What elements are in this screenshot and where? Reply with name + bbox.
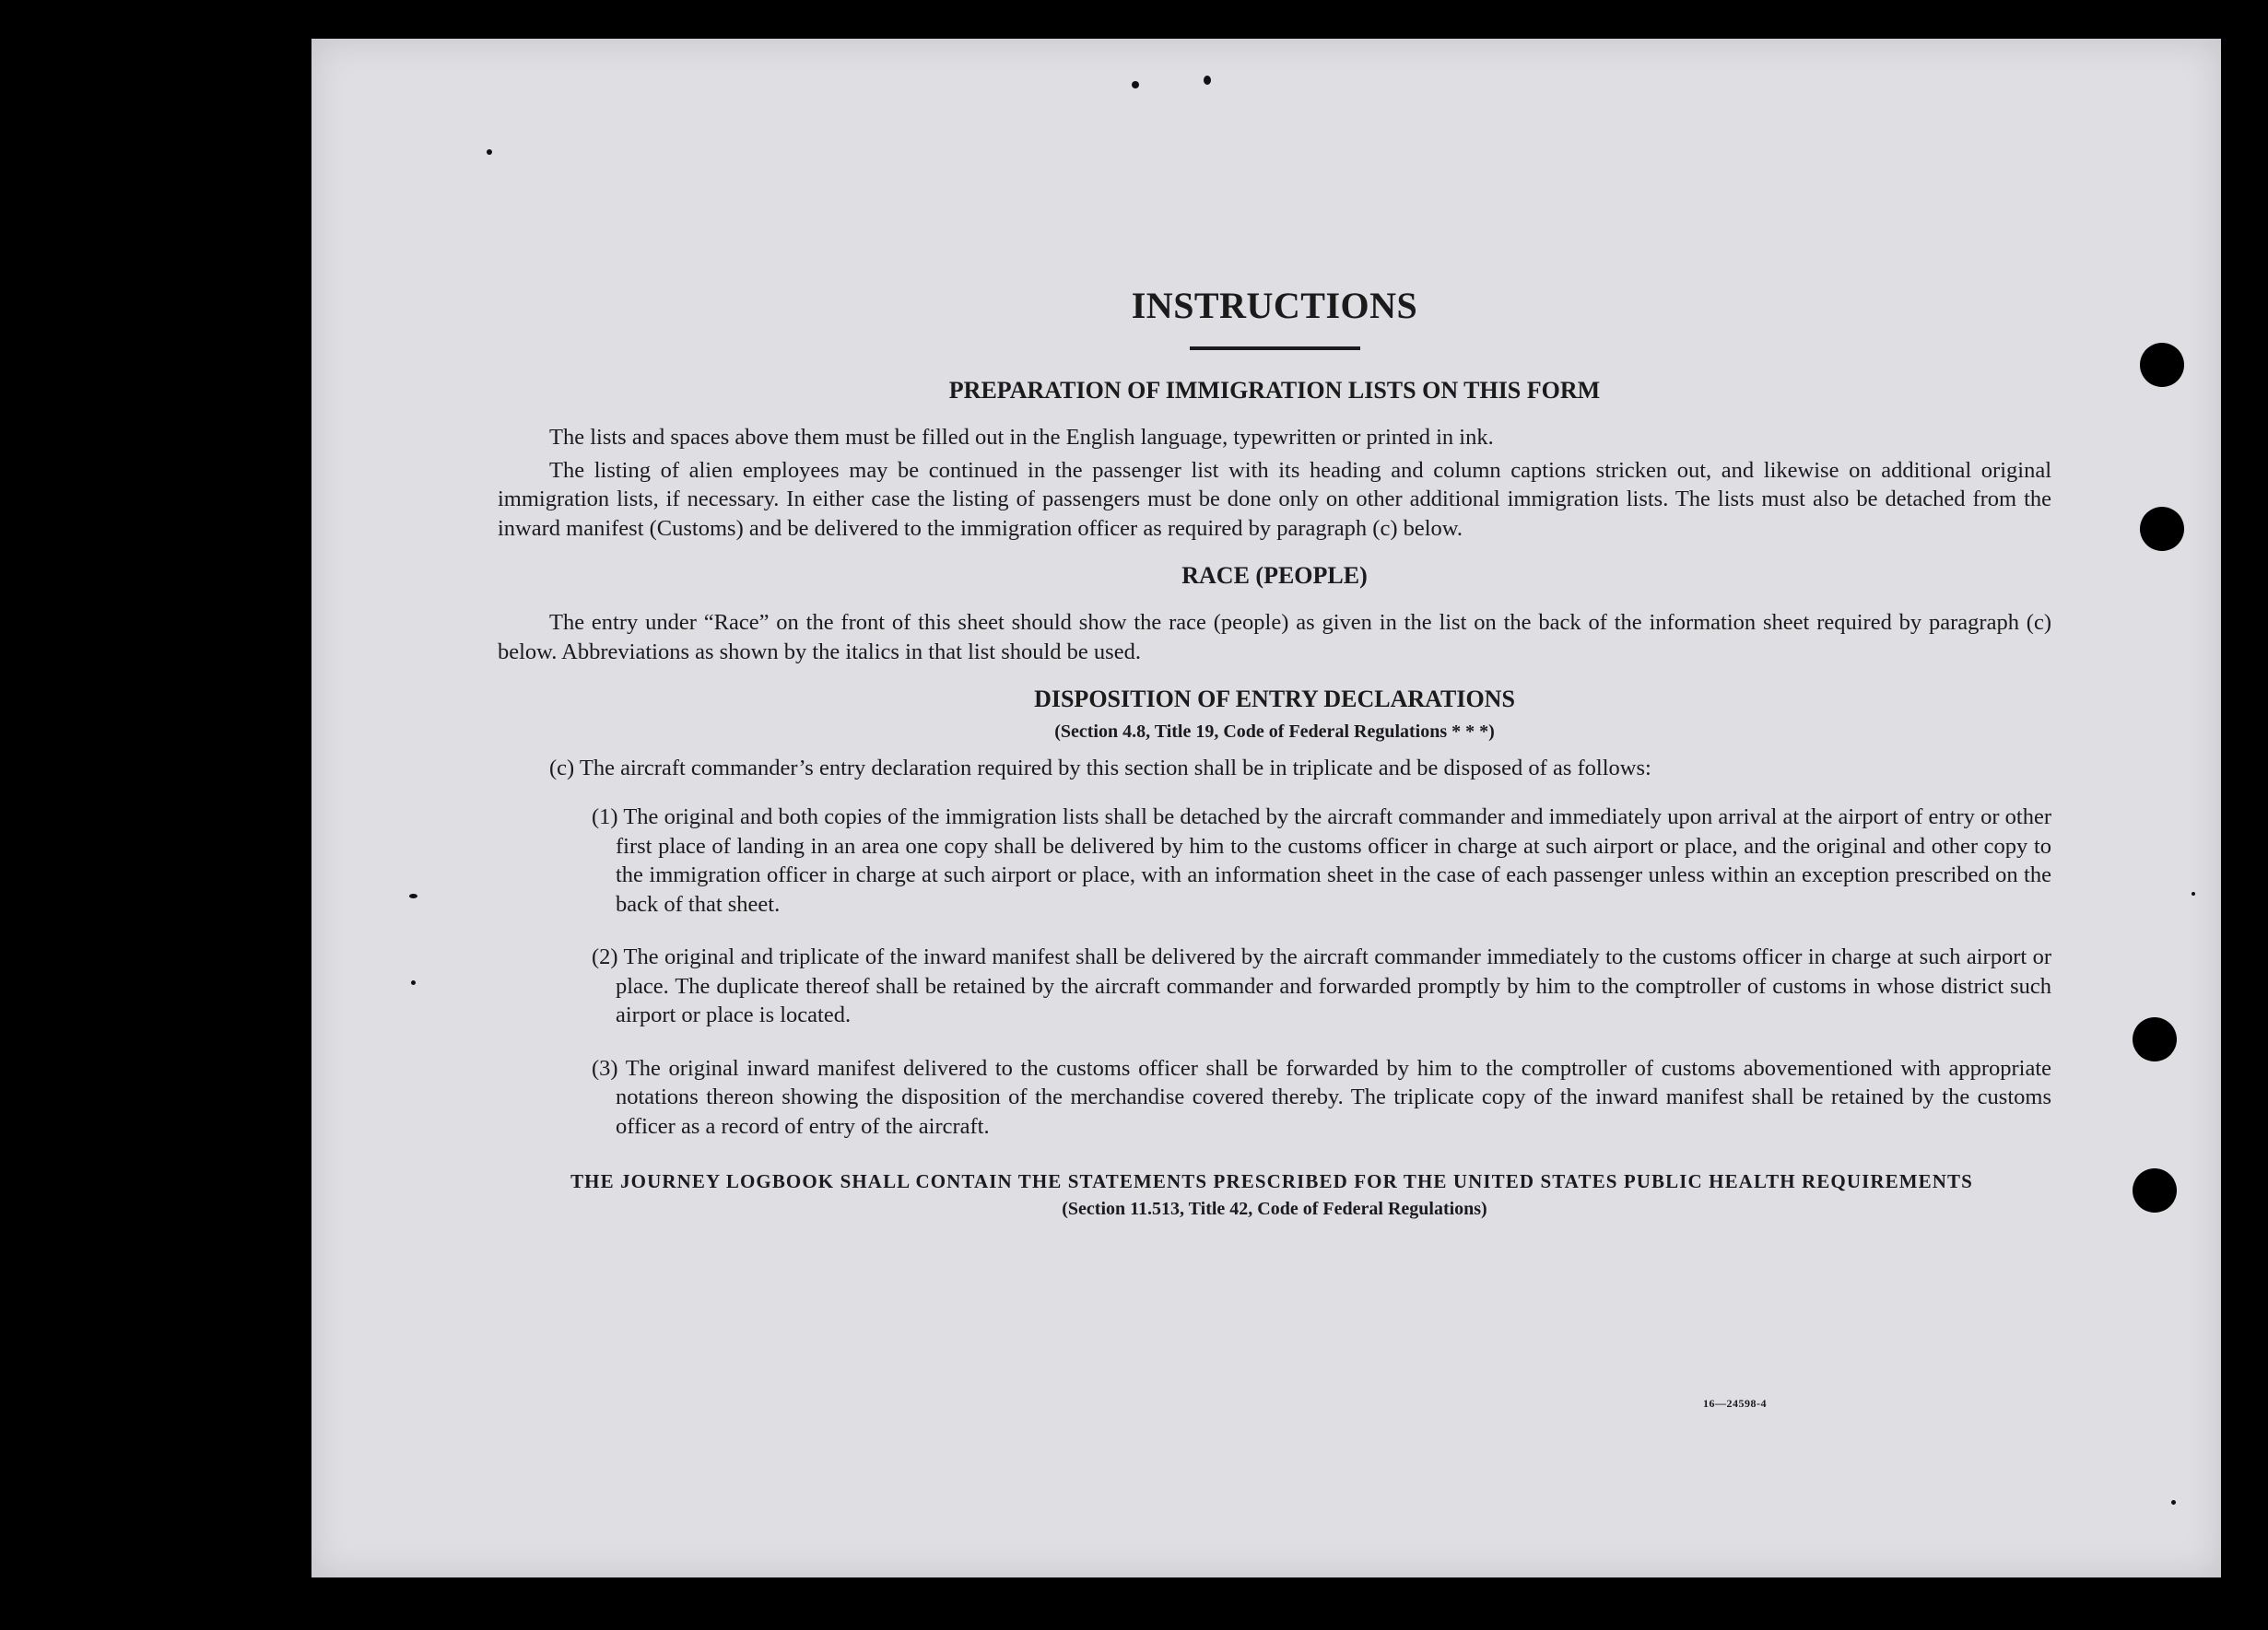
disposition-citation: (Section 4.8, Title 19, Code of Federal Regulations * * *) — [1054, 721, 1495, 742]
scan-speck — [2171, 1500, 2176, 1505]
punch-hole — [2140, 343, 2184, 387]
document-page — [311, 39, 2221, 1577]
page-title: INSTRUCTIONS — [1131, 285, 1418, 326]
race-paragraph: The entry under “Race” on the front of this sheet should show the race (people) as given in the list on the back of the information sheet required by paragraph (c) below. Abbreviations as shown by the italics in that list should be used. — [498, 610, 2051, 664]
list-item-number: (3) — [592, 1055, 618, 1081]
health-requirements-statement: THE JOURNEY LOGBOOK SHALL CONTAIN THE STATEMENTS PRESCRIBED FOR THE UNITED STATES PUBLIC HEALTH REQUIREMENTS — [570, 1170, 1973, 1193]
health-requirements-citation: (Section 11.513, Title 42, Code of Federal Regulations) — [1062, 1199, 1487, 1220]
scan-speck — [2192, 892, 2195, 896]
scan-speck — [1132, 81, 1139, 88]
list-item-number: (1) — [592, 804, 618, 830]
form-number: 16—24598-4 — [1703, 1397, 1767, 1410]
preparation-paragraph-2: The listing of alien employees may be continued in the passenger list with its heading and column captions stricken out, and likewise on additional original immigration lists, if necessary. In either case the listing of passengers must be done only on other additional immigration lists. The lists must also be detached from the inward manifest (Customs) and be delivered to the immigration officer as required by paragraph (c) below. — [498, 457, 2051, 541]
disposition-heading: DISPOSITION OF ENTRY DECLARATIONS — [1034, 686, 1515, 713]
list-item — [592, 943, 2051, 1030]
punch-hole — [2133, 1168, 2177, 1213]
scan-speck — [487, 149, 492, 155]
instructions-content — [498, 286, 2051, 1220]
scan-speck — [409, 894, 417, 898]
scan-speck — [411, 980, 416, 985]
disposition-intro: (c) The aircraft commander’s entry declaration required by this section shall be in triplicate and be disposed of as follows: — [549, 755, 1651, 780]
list-item — [592, 1054, 2051, 1142]
disposition-list — [592, 803, 2051, 1141]
race-heading: RACE (PEOPLE) — [1181, 562, 1368, 590]
scan-speck — [1204, 76, 1211, 85]
list-item-number: (2) — [592, 944, 618, 970]
title-underline — [1190, 346, 1360, 350]
preparation-heading: PREPARATION OF IMMIGRATION LISTS ON THIS FORM — [948, 377, 1601, 404]
preparation-paragraph-1: The lists and spaces above them must be filled out in the English language, typewritten or printed in ink. — [549, 425, 1494, 451]
punch-hole — [2140, 507, 2184, 551]
list-item-text: The original inward manifest delivered to the customs officer shall be forwarded by him to the comptroller of customs abovementioned with appropriate notations thereon showing the disposition of the merchandise covered thereby. The triplicate copy of the inward manifest shall be retained by the customs officer as a record of entry of the aircraft. — [616, 1055, 2051, 1139]
list-item-text: The original and triplicate of the inward manifest shall be delivered by the aircraft commander immediately to the customs officer in charge at such airport or place. The duplicate thereof shall be retained by the aircraft commander and forwarded promptly by him to the comptroller of customs in whose district such airport or place is located. — [616, 944, 2051, 1028]
list-item-text: The original and both copies of the immigration lists shall be detached by the aircraft commander and immediately upon arrival at the airport of entry or other first place of landing in an area one copy shall be delivered by him to the customs officer in charge at such airport or place, and the original and other copy to the immigration officer in charge at such airport or place, with an information sheet in the case of each passenger unless within an exception prescribed on the back of that sheet. — [616, 804, 2051, 917]
punch-hole — [2133, 1017, 2177, 1061]
list-item — [592, 803, 2051, 919]
